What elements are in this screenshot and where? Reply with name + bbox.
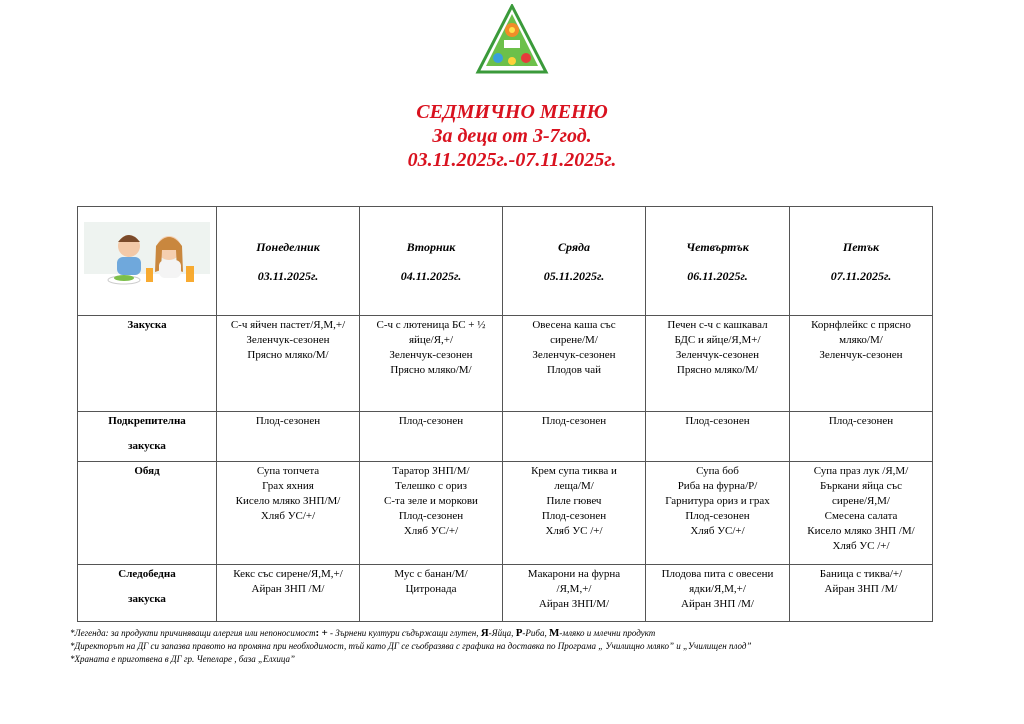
meal-label-text: закуска [128, 440, 166, 452]
dish: мляко/М/ [839, 334, 883, 346]
legend-intro: Легенда: за продукти причиняващи алергия или непоносимост [74, 628, 316, 638]
menu-cell [790, 462, 933, 565]
dish: БДС и яйце/Я,М+/ [674, 334, 761, 346]
menu-heading [0, 100, 1024, 172]
day-name: Сряда [558, 239, 590, 254]
dish: Зеленчук-сезонен [246, 334, 330, 346]
menu-cell [217, 316, 360, 412]
legend-text: - Зърнени култури съдържащи глутен, [327, 628, 479, 638]
note-text: Директорът на ДГ си запазва правото на промяна при необходимост, тъй като ДГ се съобразява с графика на доставка по Програма „ Училищно мляко” и „Училищен плод” [74, 641, 752, 651]
dish: Зеленчук-сезонен [389, 349, 473, 361]
day-date: 04.11.2025г. [400, 268, 462, 283]
kindergarten-logo [474, 4, 550, 76]
director-note: *Директорът на ДГ си запазва правото на промяна при необходимост, тъй като ДГ се съобразява с графика на доставка по Програма „ Училищно мляко” и „Училищен плод” [70, 641, 752, 651]
children-eating-photo [84, 222, 210, 300]
menu-cell [503, 462, 646, 565]
dish: Плод-сезонен [255, 415, 321, 427]
day-date: 03.11.2025г. [257, 268, 319, 283]
dish: Плод-сезонен [685, 415, 750, 427]
dish: Зеленчук-сезонен [675, 349, 760, 361]
dish: Плод-сезонен [685, 510, 750, 522]
meal-label [78, 462, 217, 565]
dish: Прясно мляко/М/ [676, 364, 759, 376]
dish: Гарнитура ориз и грах [665, 495, 770, 507]
day-name: Четвъртък [686, 239, 749, 254]
menu-cell [646, 462, 790, 565]
menu-cell [790, 412, 933, 462]
menu-cell [360, 412, 503, 462]
dish: Супа боб [696, 465, 739, 477]
meal-label-text: закуска [128, 593, 166, 605]
dish: /Я,М,+/ [556, 583, 592, 595]
dish: Крем супа тиква и [531, 465, 617, 477]
dish: Мус с банан/М/ [394, 568, 468, 580]
dish: Плодов чай [547, 364, 601, 376]
dish: Супа топчета [256, 465, 320, 477]
dish: Зеленчук-сезонен [532, 349, 616, 361]
meal-label-text: Следобедна [118, 568, 176, 580]
footnotes [70, 627, 751, 666]
menu-cell [503, 565, 646, 622]
dish: Овесена каша със [532, 319, 616, 331]
day-header-monday [217, 207, 360, 316]
legend-symbol: Р [515, 627, 523, 639]
date-range: 03.11.2025г.-07.11.2025г. [407, 149, 617, 171]
dish: Айран ЗНП /М/ [824, 583, 898, 595]
dish: ядки/Я,М,+/ [689, 583, 746, 595]
weekly-menu-table [77, 206, 933, 622]
meal-row-breakfast [78, 316, 933, 412]
dish: Корнфлейкс с прясно [811, 319, 911, 331]
menu-cell [503, 316, 646, 412]
dish: С-та зеле и моркови [384, 495, 478, 507]
dish: Айран ЗНП /М/ [251, 583, 325, 595]
meal-label-text: Обяд [134, 465, 160, 477]
dish: Плод-сезонен [828, 415, 894, 427]
legend-symbol: + [321, 627, 328, 639]
kitchen-note: *Храната е приготвена в ДГ гр. Чепеларе , база „Елхица” [70, 654, 296, 664]
dish: Баница с тиква/+/ [819, 568, 903, 580]
table-header-row [78, 207, 933, 316]
legend-text: -Яйца, [488, 628, 514, 638]
allergen-legend: *Легенда: за продукти причиняващи алергия или непоносимост: + - Зърнени култури съдържащи глутен, Я-Яйца, Р-Риба, М-мляко и млечни продукт [70, 627, 656, 639]
dish: Хляб УС/+/ [403, 525, 459, 537]
age-group: За деца от 3-7год. [432, 125, 592, 147]
dish: Супа праз лук /Я,М/ [813, 465, 909, 477]
meal-label-text: Подкрепителна [108, 415, 186, 427]
dish: Телешко с ориз [395, 480, 467, 492]
dish: Кисело мляко ЗНП /М/ [807, 525, 915, 537]
page-title: СЕДМИЧНО МЕНЮ [416, 101, 608, 123]
dish: Плод-сезонен [541, 510, 607, 522]
menu-cell [217, 565, 360, 622]
dish: леща/М/ [554, 480, 594, 492]
dish: Грах яхния [262, 480, 314, 492]
menu-cell [217, 412, 360, 462]
dish: Печен с-ч с кашкавал [667, 319, 768, 331]
menu-cell [646, 412, 790, 462]
dish: Цитронада [405, 583, 457, 595]
day-header-tuesday [360, 207, 503, 316]
legend-symbol: Я [480, 627, 489, 639]
dish: сирене/М/ [550, 334, 598, 346]
menu-cell [646, 565, 790, 622]
dish: С-ч с лютеница БС + ½ [376, 319, 486, 331]
dish: Айран ЗНП/М/ [538, 598, 610, 610]
dish: Кисело мляко ЗНП/М/ [235, 495, 341, 507]
legend-text: -мляко и млечни продукт [559, 628, 656, 638]
day-header-thursday [646, 207, 790, 316]
menu-cell [790, 565, 933, 622]
dish: Риба на фурна/Р/ [677, 480, 758, 492]
legend-symbol: М [548, 627, 560, 639]
dish: Пиле гювеч [546, 495, 602, 507]
dish: Плод-сезонен [398, 510, 464, 522]
meal-row-lunch [78, 462, 933, 565]
dish: Хляб УС/+/ [260, 510, 316, 522]
header-photo-cell [78, 207, 217, 316]
menu-cell [360, 462, 503, 565]
day-header-wednesday [503, 207, 646, 316]
menu-cell [360, 565, 503, 622]
menu-cell [503, 412, 646, 462]
day-date: 05.11.2025г. [543, 268, 605, 283]
menu-cell [790, 316, 933, 412]
day-name: Петък [842, 239, 880, 254]
meal-label [78, 565, 217, 622]
dish: Айран ЗНП /М/ [681, 598, 754, 610]
menu-cell [360, 316, 503, 412]
day-date: 07.11.2025г. [830, 268, 892, 283]
meal-label [78, 412, 217, 462]
menu-cell [646, 316, 790, 412]
meal-label-text: Закуска [127, 319, 167, 331]
dish: С-ч яйчен пастет/Я,М,+/ [230, 319, 346, 331]
dish: Хляб УС/+/ [690, 525, 745, 537]
dish: Хляб УС /+/ [832, 540, 890, 552]
dish: Смесена салата [824, 510, 898, 522]
dish: Плод-сезонен [541, 415, 607, 427]
legend-colon: : [315, 627, 320, 639]
dish: Кекс със сирене/Я,М,+/ [233, 568, 343, 580]
legend-text: -Риба, [522, 628, 547, 638]
dish: Плодова пита с овесени [661, 568, 774, 580]
dish: яйце/Я,+/ [408, 334, 454, 346]
meal-row-afternoon-snack [78, 565, 933, 622]
dish: Макарони на фурна [527, 568, 621, 580]
dish: Хляб УС /+/ [545, 525, 603, 537]
dish: Плод-сезонен [398, 415, 464, 427]
dish: Прясно мляко/М/ [390, 364, 472, 376]
dish: Зеленчук-сезонен [819, 349, 903, 361]
dish: Прясно мляко/М/ [247, 349, 329, 361]
note-text: Храната е приготвена в ДГ гр. Чепеларе , база „Елхица” [74, 654, 296, 664]
day-name: Вторник [406, 239, 456, 254]
dish: сирене/Я,М/ [832, 495, 890, 507]
dish: Таратор ЗНП/М/ [392, 465, 470, 477]
meal-label [78, 316, 217, 412]
meal-row-snack [78, 412, 933, 462]
day-name: Понеделник [256, 239, 320, 254]
day-header-friday [790, 207, 933, 316]
menu-cell [217, 462, 360, 565]
day-date: 06.11.2025г. [687, 268, 748, 283]
dish: Бъркани яйца със [819, 480, 902, 492]
